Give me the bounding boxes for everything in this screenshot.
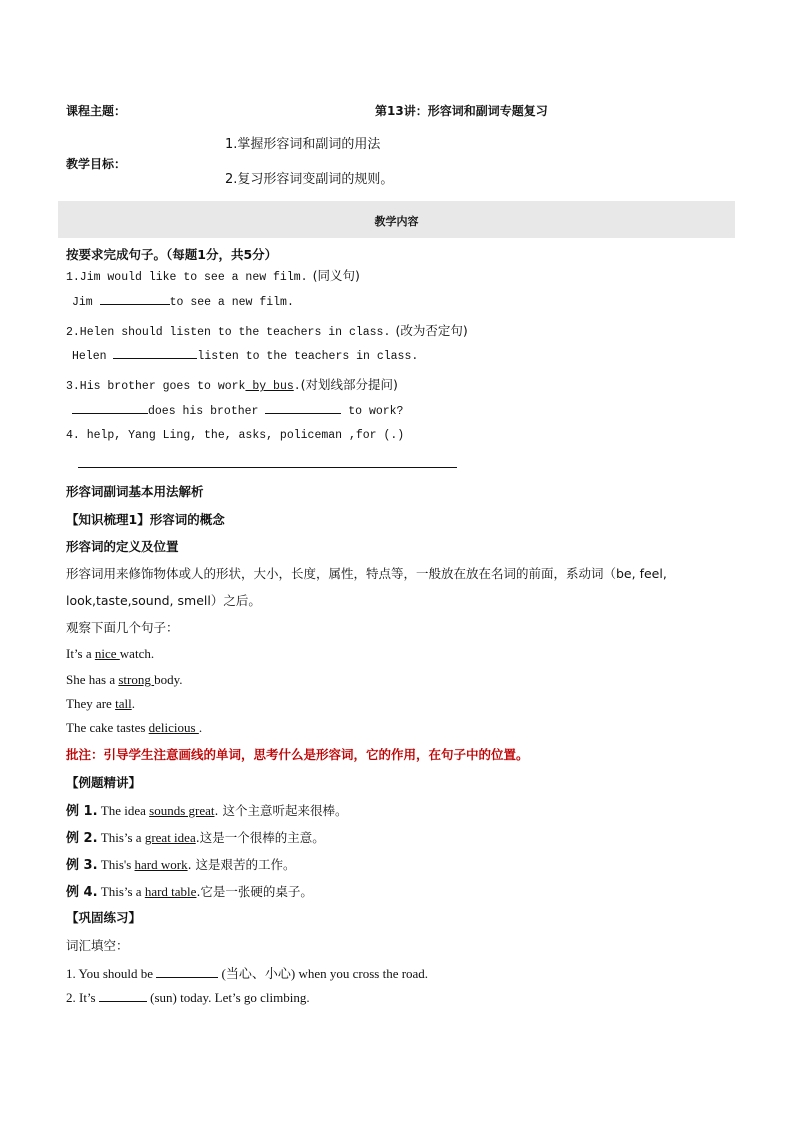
basic-example-text: The cake tastes: [66, 720, 149, 735]
definition-subheading: 形容词的定义及位置: [66, 539, 179, 554]
example-text: The idea: [97, 803, 150, 818]
banner-title: 教学内容: [374, 215, 419, 228]
q1-answer-prefix: Jim: [72, 296, 93, 309]
basic-example-underlined: delicious: [148, 720, 199, 735]
teacher-note: 批注：引导学生注意画线的单词，思考什么是形容词，它的作用，在句子中的位置。: [66, 747, 529, 762]
worked-example: [66, 800, 347, 819]
example-text: This’s a: [97, 830, 145, 845]
example-text: . 这是艰苦的工作。: [187, 857, 296, 872]
definition-para-2: look,taste,sound, smell）之后。: [66, 593, 261, 608]
example-text: This's: [97, 857, 135, 872]
basic-example-text: body.: [154, 672, 183, 687]
example-text: This’s a: [97, 884, 145, 899]
worked-example: [66, 854, 296, 873]
content-banner: [58, 201, 735, 238]
q1-note: (同义句): [312, 268, 360, 283]
topic-value: 第13讲：形容词和副词专题复习: [375, 104, 548, 118]
practice-q2-blank[interactable]: [99, 990, 147, 1002]
q2-answer-blank[interactable]: [113, 347, 197, 359]
basic-example-text: watch.: [119, 646, 155, 661]
warmup-instruction: 按要求完成句子。（每题1分，共5分）: [66, 247, 278, 262]
q2-answer-prefix: Helen: [72, 350, 107, 363]
basic-example-text: .: [131, 696, 135, 711]
q3-answer-blank-1[interactable]: [72, 402, 148, 414]
warmup-q2: [66, 320, 468, 339]
basic-example: [66, 646, 154, 662]
practice-q1-prefix: 1. You should be: [66, 966, 154, 981]
practice-q1-blank[interactable]: [156, 966, 218, 978]
examples-title: 【例题精讲】: [66, 775, 142, 790]
example-label: 例 3.: [66, 858, 98, 873]
q3-underlined: by bus: [245, 380, 294, 393]
practice-q1-suffix: (当心、小心) when you cross the road.: [218, 966, 429, 981]
q3-prefix: 3.His brother goes to work: [66, 380, 246, 393]
warmup-q2-answer: [72, 347, 418, 363]
example-underlined: hard table: [144, 884, 197, 899]
warmup-q1-answer: [72, 293, 294, 309]
example-underlined: hard work: [134, 857, 188, 872]
goal-label: 教学目标：: [66, 157, 127, 171]
practice-q1: [66, 963, 428, 982]
example-underlined: great idea: [144, 830, 196, 845]
q3-answer-suffix: to work?: [348, 405, 404, 418]
basic-example-text: .: [198, 720, 203, 735]
goal-2: 2.复习形容词变副词的规则。: [225, 172, 394, 187]
example-label: 例 4.: [66, 885, 98, 900]
example-underlined: sounds great: [149, 803, 215, 818]
warmup-q3: [66, 374, 398, 393]
q2-text: 2.Helen should listen to the teachers in class.: [66, 326, 391, 339]
worked-example: [66, 881, 313, 900]
example-text: . 这个主意听起来很棒。: [214, 803, 348, 818]
topic-label: 课程主题：: [66, 104, 127, 118]
practice-q2-prefix: 2. It’s: [66, 990, 96, 1005]
basic-example-text: She has a: [66, 672, 119, 687]
q3-answer-blank-2[interactable]: [265, 402, 341, 414]
practice-q2: [66, 990, 310, 1006]
example-text: .这是一个很棒的主意。: [195, 830, 325, 845]
basic-example-text: It’s a: [66, 646, 95, 661]
q3-answer-mid: does his brother: [148, 405, 259, 418]
goal-1: 1.掌握形容词和副词的用法: [225, 137, 381, 152]
basic-example-underlined: tall: [115, 696, 132, 711]
q3-note: (对划线部分提问): [300, 377, 398, 392]
q2-note: (改为否定句): [395, 323, 468, 338]
analysis-heading: 形容词副词基本用法解析: [66, 484, 204, 499]
basic-example-text: They are: [66, 696, 116, 711]
q3-suffix: .: [293, 380, 301, 393]
practice-subtitle: 词汇填空：: [66, 938, 129, 953]
q2-answer-suffix: listen to the teachers in class.: [197, 350, 419, 363]
q1-text: 1.Jim would like to see a new film.: [66, 271, 308, 284]
warmup-q4: 4. help, Yang Ling, the, asks, policeman ,for (.): [66, 429, 405, 442]
q1-answer-blank[interactable]: [100, 293, 170, 305]
basic-example: [66, 720, 202, 736]
basic-example-underlined: strong: [118, 672, 155, 687]
warmup-q1: [66, 265, 360, 284]
practice-q2-suffix: (sun) today. Let’s go climbing.: [146, 990, 310, 1005]
basic-example: [66, 672, 183, 688]
q1-answer-suffix: to see a new film.: [169, 296, 294, 309]
worked-example: [66, 827, 325, 846]
knowledge-point-1: 【知识梳理1】形容词的概念: [66, 512, 225, 527]
q4-answer-line[interactable]: [78, 467, 457, 468]
example-label: 例 1.: [66, 804, 98, 819]
basic-example: [66, 696, 135, 712]
warmup-q3-answer: [72, 402, 403, 418]
basic-example-underlined: nice: [94, 646, 120, 661]
observe-label: 观察下面几个句子：: [66, 620, 179, 635]
example-label: 例 2.: [66, 831, 98, 846]
definition-para-1: 形容词用来修饰物体或人的形状，大小，长度，属性，特点等，一般放在放在名词的前面，系动词（be, feel,: [66, 566, 667, 581]
practice-title: 【巩固练习】: [66, 910, 142, 925]
example-text: .它是一张硬的桌子。: [196, 884, 313, 899]
